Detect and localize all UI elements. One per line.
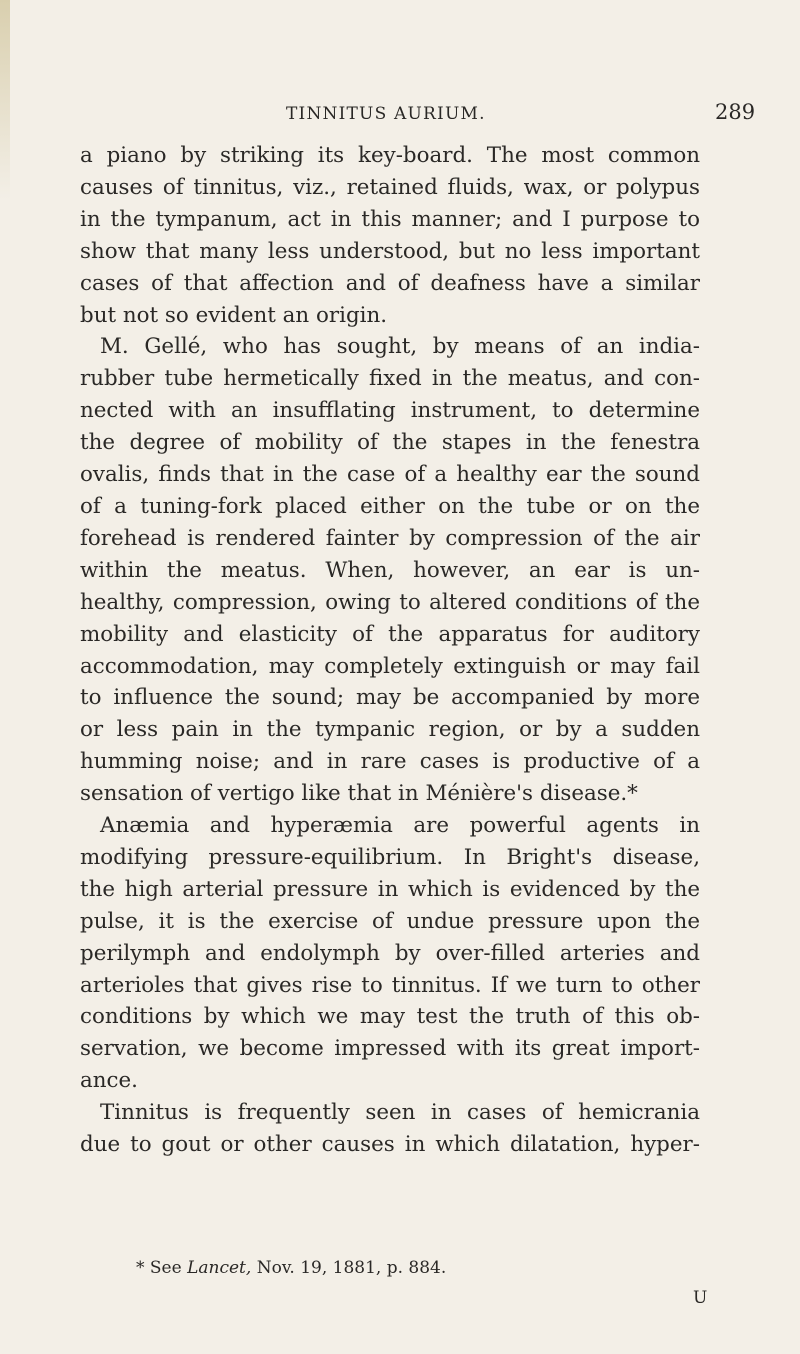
text-line: perilymph and endolymph by over-filled arteries and (80, 940, 700, 966)
text-line: arterioles that gives rise to tinnitus. If we turn to other (80, 972, 700, 998)
text-line: to influence the sound; may be accompanied by more (80, 685, 700, 711)
text-line: ovalis, finds that in the case of a healthy ear the sound (80, 462, 700, 488)
text-line: within the meatus. When, however, an ear is un- (80, 557, 700, 583)
body-text (80, 140, 700, 1161)
text-line: in the tympanum, act in this manner; and I purpose to (80, 206, 700, 232)
text-line: healthy, compression, owing to altered conditions of the (80, 589, 700, 615)
text-line: the degree of mobility of the stapes in the fenestra (80, 430, 700, 456)
text-line: servation, we become impressed with its great import- (80, 1036, 700, 1062)
text-line: Tinnitus is frequently seen in cases of hemicrania (100, 1100, 700, 1126)
text-line: or less pain in the tympanic region, or by a sudden (80, 717, 700, 743)
footnote (136, 1258, 446, 1278)
text-line: rubber tube hermetically fixed in the meatus, and con- (80, 366, 700, 392)
text-line: the high arterial pressure in which is evidenced by the (80, 876, 700, 902)
page-number: 289 (715, 100, 756, 124)
page-header (0, 100, 800, 130)
footnote-source: Lancet, (187, 1258, 252, 1278)
footnote-details: Nov. 19, 1881, p. 884. (256, 1258, 447, 1278)
footnote-prefix: See (149, 1258, 182, 1278)
footnote-mark: * (136, 1258, 145, 1278)
text-line: mobility and elasticity of the apparatus for auditory (80, 621, 700, 647)
text-line: show that many less understood, but no less important (80, 238, 700, 264)
text-line: sensation of vertigo like that in Ménière's disease.* (80, 781, 638, 807)
text-line: pulse, it is the exercise of undue pressure upon the (80, 908, 700, 934)
text-line: forehead is rendered fainter by compression of the air (80, 525, 700, 551)
text-line: conditions by which we may test the truth of this ob- (80, 1004, 700, 1030)
text-line: accommodation, may completely extinguish or may fail (80, 653, 700, 679)
text-line: due to gout or other causes in which dilatation, hyper- (80, 1132, 700, 1158)
text-line: M. Gellé, who has sought, by means of an india- (100, 334, 700, 360)
text-line: a piano by striking its key-board. The most common (80, 143, 700, 168)
text-line: causes of tinnitus, viz., retained fluids, wax, or polypus (80, 174, 700, 200)
text-line: Anæmia and hyperæmia are powerful agents in (100, 813, 700, 839)
text-line: ance. (80, 1068, 138, 1094)
text-line: but not so evident an origin. (80, 302, 388, 328)
text-line: modifying pressure-equilibrium. In Bright's disease, (80, 844, 700, 870)
text-line: humming noise; and in rare cases is productive of a (80, 749, 700, 775)
text-line: nected with an insufflating instrument, to determine (80, 398, 700, 424)
text-line: cases of that affection and of deafness have a similar (80, 270, 700, 296)
signature-mark: U (693, 1288, 708, 1308)
running-head: TINNITUS AURIUM. (286, 104, 486, 124)
text-line: of a tuning-fork placed either on the tube or on the (80, 493, 700, 519)
